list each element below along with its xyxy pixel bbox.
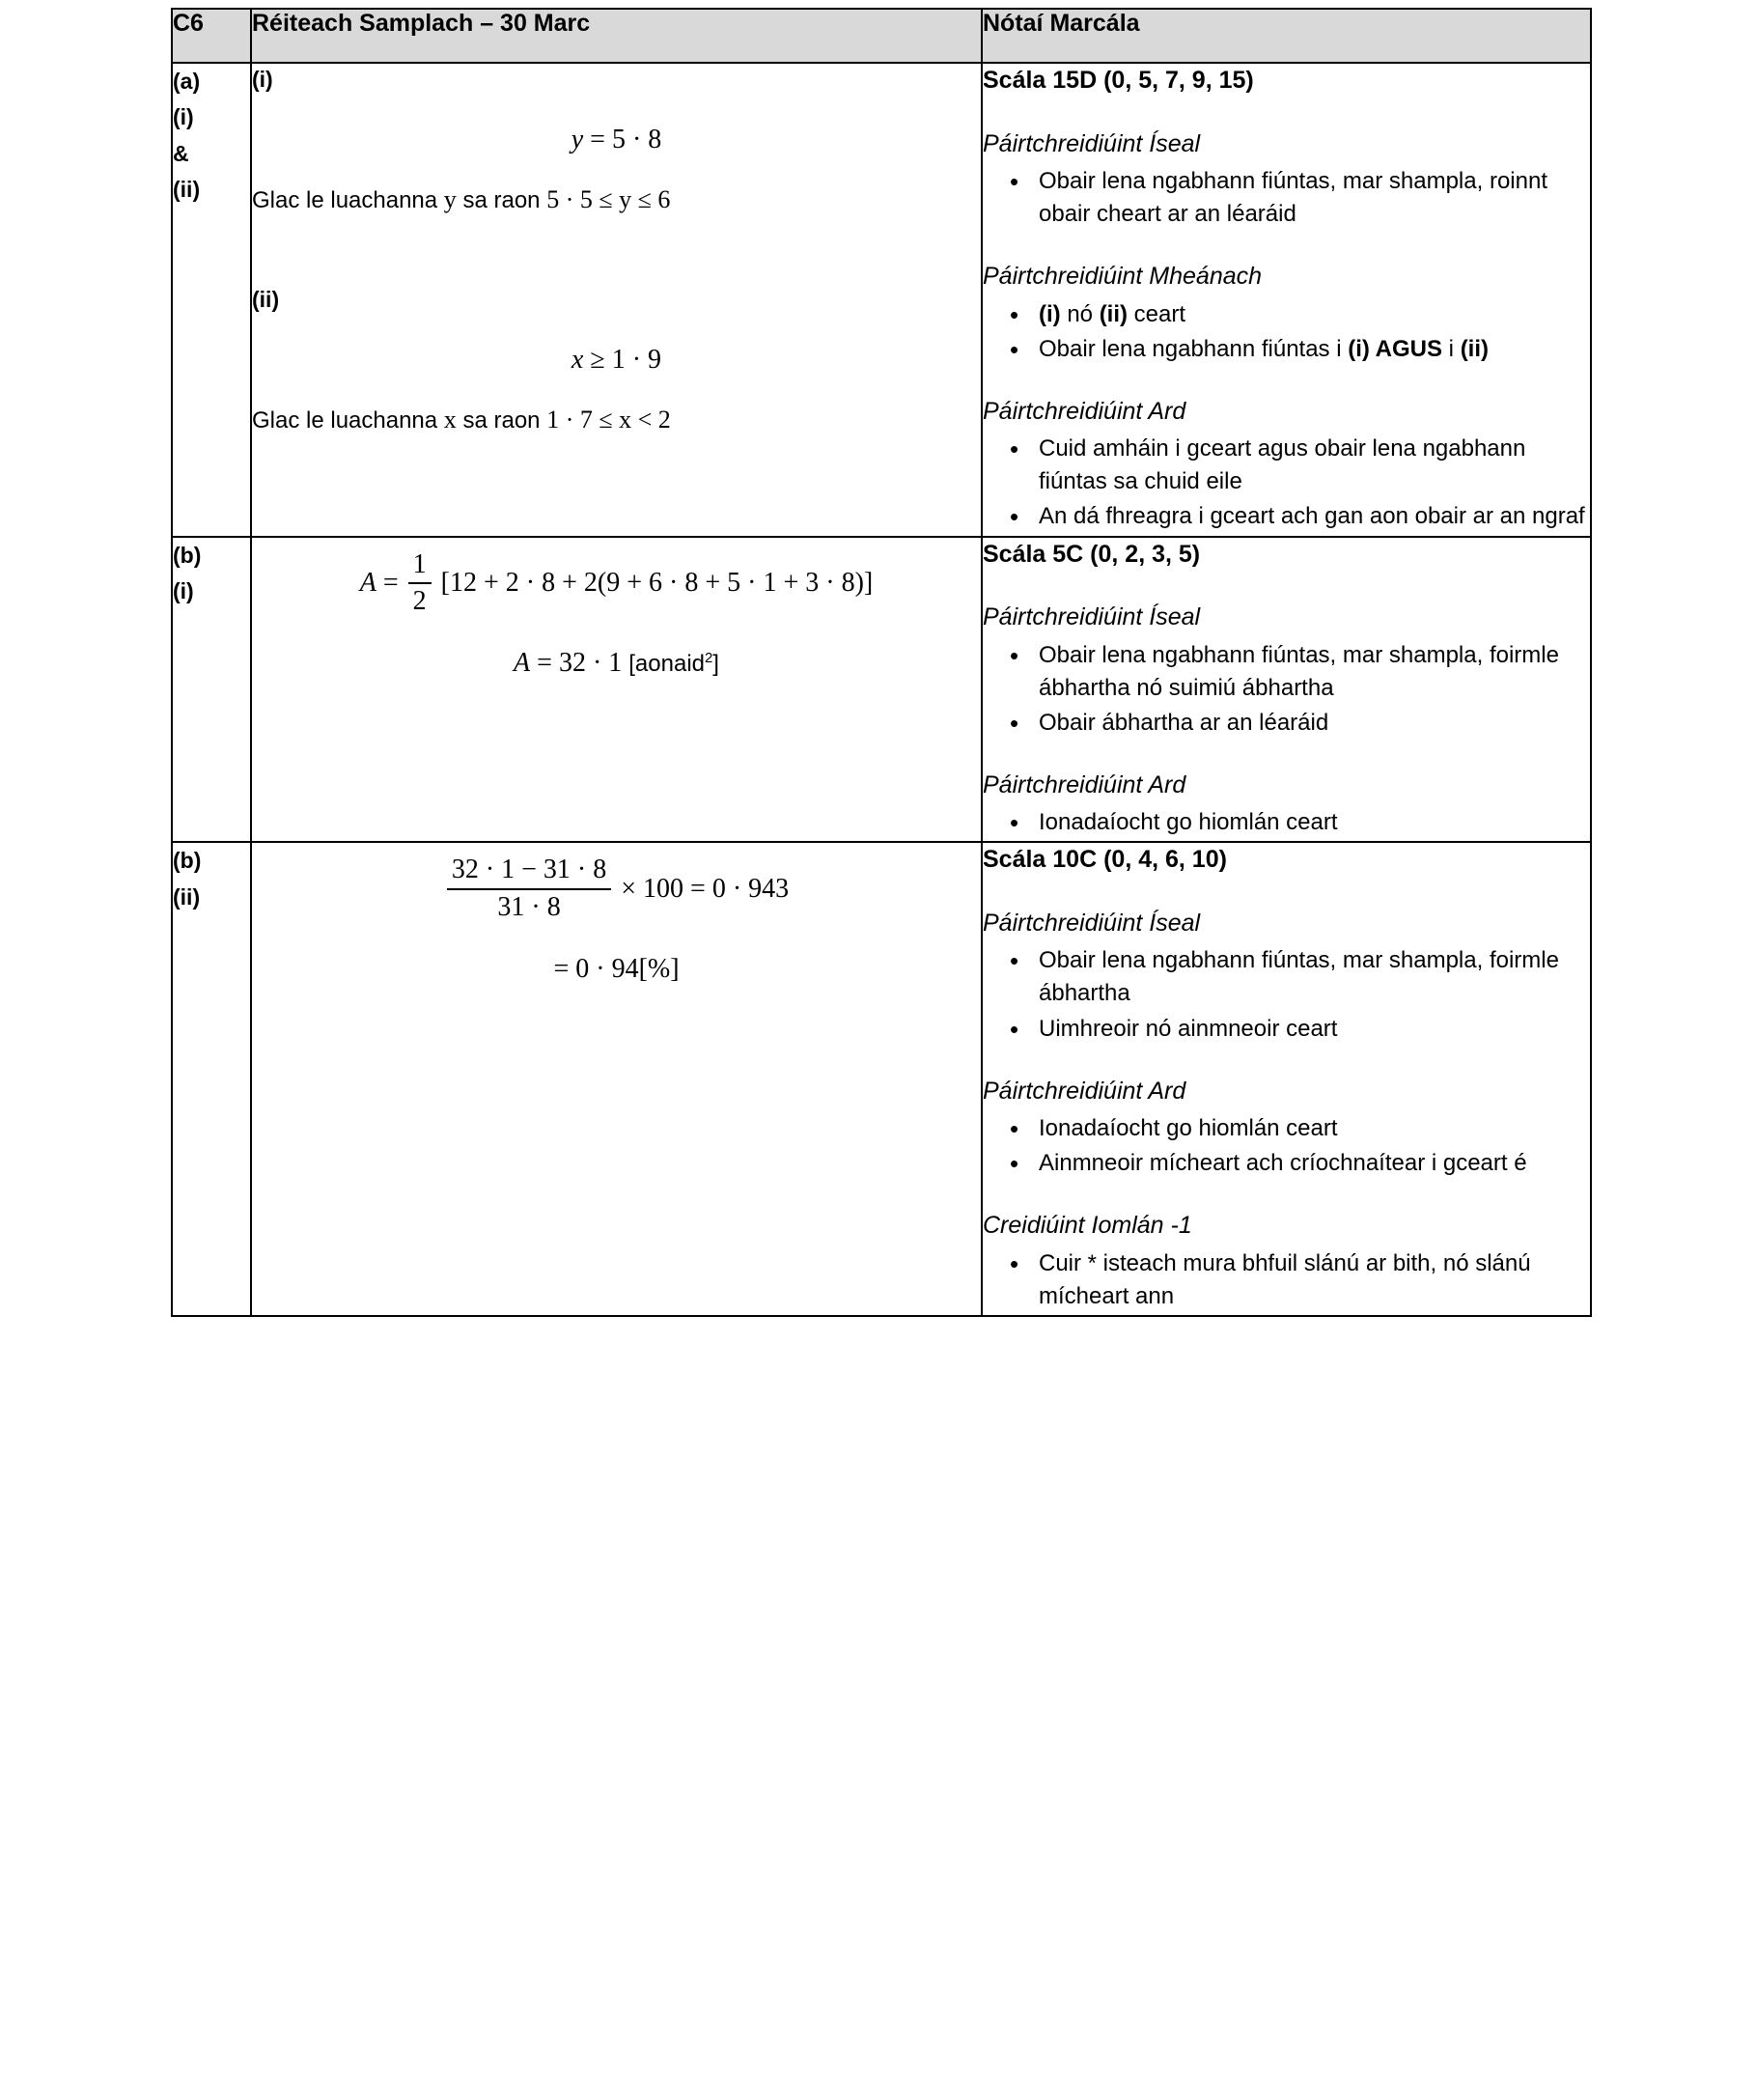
credit-heading-low-b-ii: Páirtchreidiúint Íseal	[983, 909, 1201, 937]
range-x-prefix: Glac le luachanna	[252, 406, 444, 434]
equation-area-result-operator: =	[537, 647, 552, 678]
label-part-b-i: (i)	[173, 577, 194, 603]
row-label-a	[172, 63, 251, 537]
list-item: • Obair lena ngabhann fiúntas, mar shampla, foirmle ábhartha nó suimiú ábhartha	[1004, 639, 1590, 705]
label-part-b-2: (b)	[173, 848, 202, 874]
credit-list-high-a	[983, 433, 1590, 533]
equation-percentage-tail: × 100 = 0 · 943	[621, 873, 790, 904]
table-row	[172, 63, 1591, 537]
solution-cell-a	[251, 63, 982, 537]
list-item: • Obair ábhartha ar an léaráid	[1004, 707, 1590, 740]
label-part-a: (a)	[173, 69, 201, 94]
equation-y-rhs: 5 · 8	[611, 125, 662, 155]
list-item: • Uimhreoir nó ainmneoir ceart	[1004, 1013, 1590, 1046]
label-part-a-i: (i)	[173, 104, 194, 130]
equation-percentage-result-text: = 0 · 94[%]	[553, 953, 680, 984]
credit-heading-high-a: Páirtchreidiúint Ard	[983, 397, 1186, 425]
header-question-code: C6	[172, 9, 251, 63]
range-y-interval: 5 · 5 ≤ y ≤ 6	[546, 184, 671, 213]
equation-area-result	[252, 644, 981, 684]
equation-percentage-result	[252, 950, 981, 990]
table-row	[172, 842, 1591, 1316]
list-item: • Ionadaíocht go hiomlán ceart	[1004, 1112, 1590, 1145]
notes-cell-b-i	[982, 537, 1591, 843]
list-item: • Obair lena ngabhann fiúntas, mar shampla, foirmle ábhartha	[1004, 944, 1590, 1010]
range-statement-x	[252, 402, 981, 438]
range-y-prefix: Glac le luachanna	[252, 186, 444, 213]
header-marking-notes: Nótaí Marcála	[982, 9, 1591, 63]
label-part-b: (b)	[173, 542, 202, 568]
list-item: • Obair lena ngabhann fiúntas, mar shampla, roinnt obair cheart ar an léaráid	[1004, 165, 1590, 231]
credit-list-low-b-i	[983, 639, 1590, 740]
equation-area-units: [aonaid$^2$]	[628, 650, 719, 677]
equation-area-operator: =	[382, 568, 399, 599]
range-x-variable: x	[443, 405, 457, 434]
fraction-numerator: 32 · 1 − 31 · 8	[447, 854, 611, 889]
header-sample-solution: Réiteach Samplach – 30 Marc	[251, 9, 982, 63]
equation-x-inequality: x ≥ 1 · 9	[571, 345, 662, 376]
credit-list-low-a	[983, 165, 1590, 231]
equation-y-value	[252, 121, 981, 160]
list-item: • (i) nó (ii) ceart	[1004, 298, 1590, 331]
notes-cell-a	[982, 63, 1591, 537]
list-item: • Ionadaíocht go hiomlán ceart	[1004, 806, 1590, 839]
equation-area-result-lhs: A	[514, 647, 531, 678]
credit-heading-high-b-ii: Páirtchreidiúint Ard	[983, 1077, 1186, 1105]
equation-percentage-error	[252, 856, 981, 924]
label-part-b-ii: (ii)	[173, 883, 201, 910]
credit-list-high-b-ii	[983, 1112, 1590, 1180]
range-x-interval: 1 · 7 ≤ x < 2	[546, 405, 671, 434]
fraction-percentage	[447, 854, 611, 922]
list-item: • Cuid amháin i gceart agus obair lena ngabhann fiúntas sa chuid eile	[1004, 433, 1590, 498]
solution-cell-b-i	[251, 537, 982, 843]
marking-scheme-table	[171, 8, 1592, 1317]
solution-subpart-ii-label: (ii)	[252, 286, 280, 312]
solution-subpart-i-label: (i)	[252, 67, 273, 92]
range-y-variable: y	[443, 184, 457, 213]
range-x-mid: sa raon	[456, 406, 547, 434]
solution-spacer	[252, 222, 981, 284]
equation-area-lhs: A	[359, 568, 376, 599]
table-row	[172, 537, 1591, 843]
credit-list-full-b-ii	[983, 1247, 1590, 1313]
fraction-one-half	[408, 549, 432, 617]
equation-area-trapezoid	[252, 548, 981, 619]
list-item: • Obair lena ngabhann fiúntas i (i) AGUS i (ii)	[1004, 333, 1590, 366]
notes-cell-b-ii	[982, 842, 1591, 1316]
scale-label-b-ii: Scála 10C (0, 4, 6, 10)	[983, 846, 1227, 874]
equation-area-bracket-body: [12 + 2 · 8 + 2(9 + 6 · 8 + 5 · 1 + 3 · 8)]	[440, 568, 874, 599]
equation-y-operator: =	[590, 125, 605, 155]
credit-heading-full-b-ii: Creidiúint Iomlán -1	[983, 1212, 1192, 1240]
list-item: • Ainmneoir mícheart ach críochnaítear i gceart é	[1004, 1147, 1590, 1180]
credit-heading-high-b-i: Páirtchreidiúint Ard	[983, 770, 1186, 798]
fraction-denominator: 31 · 8	[497, 891, 561, 922]
row-label-b-i	[172, 537, 251, 843]
range-y-mid: sa raon	[456, 186, 547, 213]
credit-list-high-b-i	[983, 806, 1590, 839]
credit-list-low-b-ii	[983, 944, 1590, 1045]
solution-cell-b-ii	[251, 842, 982, 1316]
scale-label-b-i: Scála 5C (0, 2, 3, 5)	[983, 540, 1201, 568]
fraction-numerator: 1	[408, 549, 432, 584]
row-label-b-ii	[172, 842, 251, 1316]
scale-label-a: Scála 15D (0, 5, 7, 9, 15)	[983, 67, 1254, 94]
credit-list-mid-a	[983, 298, 1590, 366]
list-item: • An dá fhreagra i gceart ach gan aon obair ar an ngraf	[1004, 500, 1590, 533]
credit-heading-low-a: Páirtchreidiúint Íseal	[983, 129, 1201, 157]
fraction-denominator: 2	[412, 585, 427, 616]
label-part-a-amp: &	[173, 140, 189, 166]
list-item: • Cuir * isteach mura bhfuil slánú ar bith, nó slánú mícheart ann	[1004, 1247, 1590, 1313]
equation-y-lhs: y	[571, 125, 584, 155]
label-part-a-ii: (ii)	[173, 176, 201, 202]
credit-heading-low-b-i: Páirtchreidiúint Íseal	[983, 603, 1201, 631]
table-header-row	[172, 9, 1591, 63]
credit-heading-mid-a: Páirtchreidiúint Mheánach	[983, 263, 1263, 291]
equation-area-result-rhs: 32 · 1	[558, 647, 623, 678]
range-statement-y	[252, 182, 981, 218]
